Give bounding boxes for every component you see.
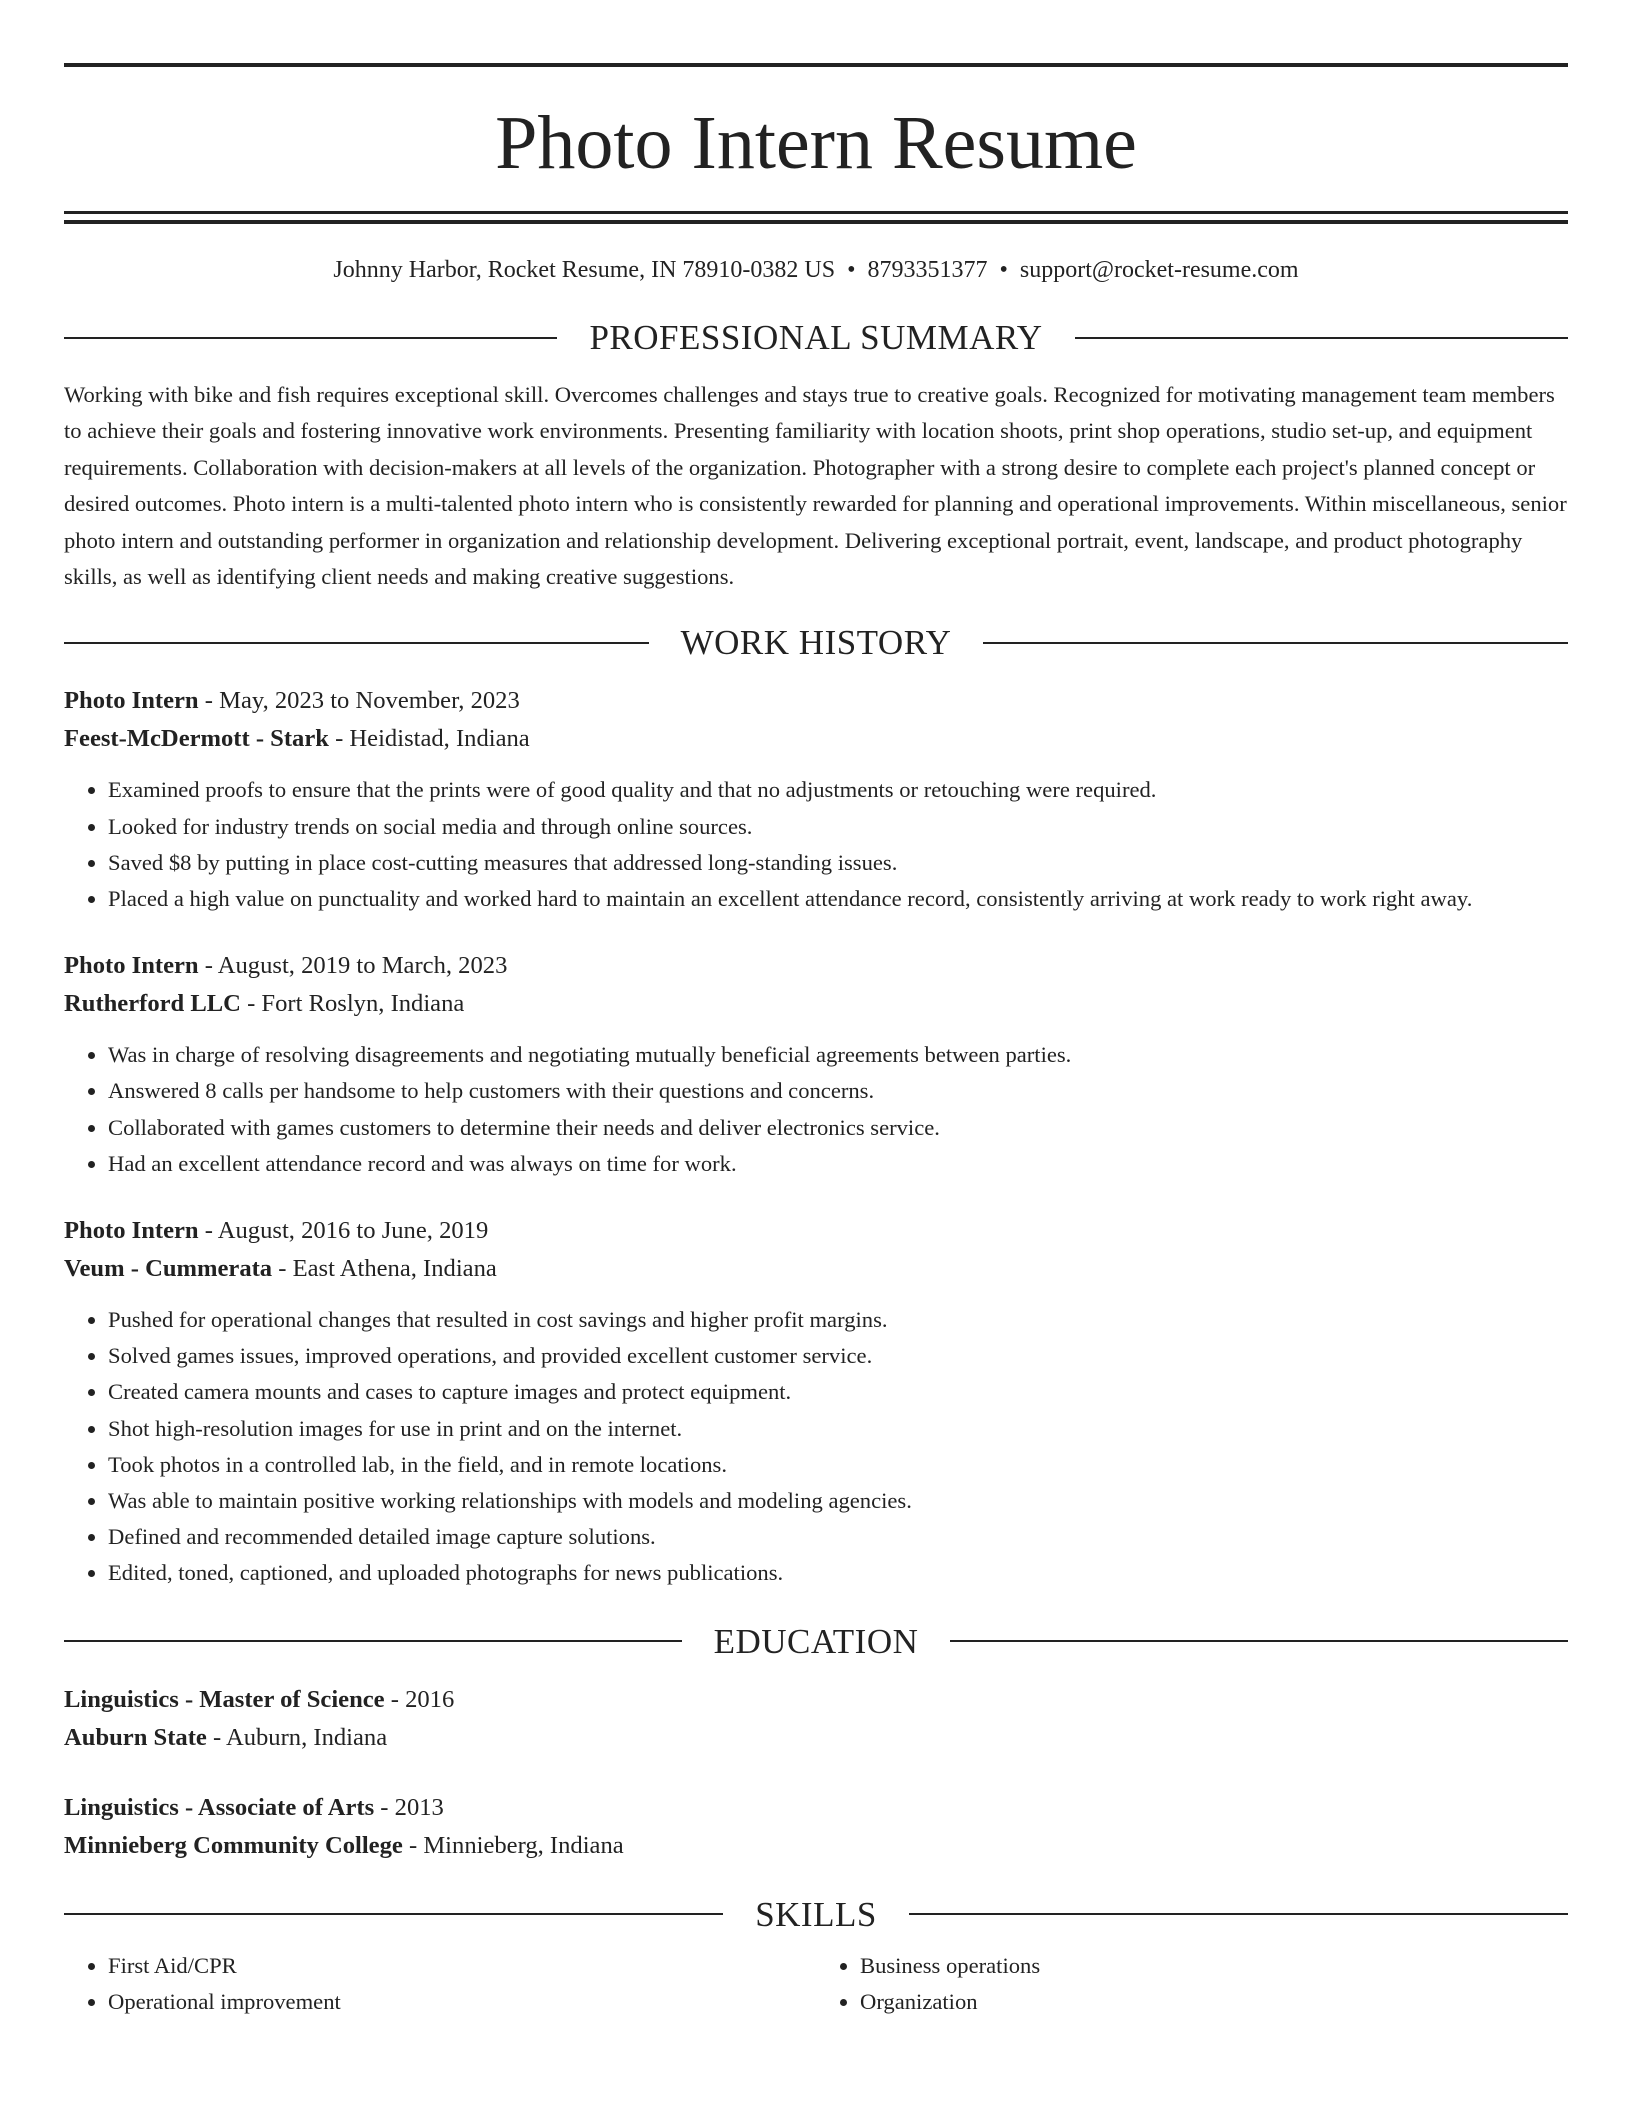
heading-rule — [64, 642, 649, 644]
skills-list — [64, 1948, 1568, 2020]
education-school: Auburn State — [64, 1723, 207, 1751]
contact-phone: 8793351377 — [867, 257, 988, 283]
education-entry — [64, 1789, 1568, 1865]
education-degree-line — [64, 1789, 1568, 1827]
section-title: PROFESSIONAL SUMMARY — [589, 318, 1043, 357]
list-item: • Organization — [860, 1984, 1568, 2020]
job-entry — [64, 947, 1568, 1182]
education-school-line — [64, 1719, 1568, 1757]
section-title: SKILLS — [755, 1894, 877, 1934]
job-title: Photo Intern — [64, 952, 199, 980]
list-item: • Was able to maintain positive working relationships with models and modeling agencies. — [108, 1483, 1568, 1519]
job-location: - East Athena, Indiana — [272, 1255, 497, 1283]
contact-separator: • — [847, 257, 856, 283]
job-dates: - August, 2016 to June, 2019 — [198, 1217, 489, 1245]
contact-line — [64, 258, 1568, 282]
list-item: • Saved $8 by putting in place cost-cutting measures that addressed long-standing issues. — [108, 845, 1568, 881]
section-heading-work-history — [64, 623, 1568, 663]
job-bullets — [64, 1302, 1568, 1592]
education-degree: Linguistics - Associate of Arts — [64, 1793, 375, 1821]
job-title: Photo Intern — [64, 1217, 199, 1245]
section-title: WORK HISTORY — [680, 623, 952, 663]
list-item: • Defined and recommended detailed image capture solutions. — [108, 1519, 1568, 1555]
job-location: - Fort Roslyn, Indiana — [240, 990, 465, 1018]
job-title: Photo Intern — [64, 687, 199, 715]
heading-rule — [64, 1913, 723, 1915]
job-bullets — [64, 772, 1568, 917]
section-heading-skills — [64, 1894, 1568, 1934]
list-item: • Examined proofs to ensure that the prints were of good quality and that no adjustments or retouching were required. — [108, 772, 1568, 808]
job-location: - Heidistad, Indiana — [328, 725, 530, 753]
list-item: • Pushed for operational changes that resulted in cost savings and higher profit margins. — [108, 1302, 1568, 1338]
education-year: - 2016 — [384, 1685, 455, 1713]
job-dates: - May, 2023 to November, 2023 — [198, 687, 520, 715]
list-item: • Answered 8 calls per handsome to help customers with their questions and concerns. — [108, 1073, 1568, 1109]
list-item: • Collaborated with games customers to determine their needs and deliver electronics service. — [108, 1110, 1568, 1146]
skills-column-right — [816, 1948, 1568, 2020]
list-item: • Operational improvement — [108, 1984, 816, 2020]
job-title-line — [64, 1212, 1568, 1250]
job-title-line — [64, 947, 1568, 985]
list-item: • Placed a high value on punctuality and worked hard to maintain an excellent attendance record, consistently arriving at work ready to work right away. — [108, 881, 1568, 917]
education-location: - Minnieberg, Indiana — [402, 1831, 624, 1859]
list-item: • Was in charge of resolving disagreements and negotiating mutually beneficial agreements between parties. — [108, 1037, 1568, 1073]
list-item: • Created camera mounts and cases to capture images and protect equipment. — [108, 1374, 1568, 1410]
job-entry — [64, 1212, 1568, 1592]
contact-email: support@rocket-resume.com — [1019, 257, 1299, 283]
contact-address: Johnny Harbor, Rocket Resume, IN 78910-0382 US — [333, 257, 836, 283]
job-company-line — [64, 720, 1568, 758]
contact-separator: • — [999, 257, 1008, 283]
heading-rule — [64, 337, 557, 339]
job-title-line — [64, 682, 1568, 720]
heading-rule — [909, 1913, 1568, 1915]
skills-column-left — [64, 1948, 816, 2020]
job-company: Rutherford LLC — [64, 990, 241, 1018]
heading-rule — [950, 1640, 1568, 1642]
job-entry — [64, 682, 1568, 917]
heading-rule — [983, 642, 1568, 644]
job-company: Feest-McDermott - Stark — [64, 725, 329, 753]
education-school: Minnieberg Community College — [64, 1831, 403, 1859]
section-heading-summary — [64, 320, 1568, 355]
list-item: • Shot high-resolution images for use in print and on the internet. — [108, 1411, 1568, 1447]
education-location: - Auburn, Indiana — [206, 1723, 388, 1751]
section-heading-education — [64, 1621, 1568, 1661]
list-item: • Solved games issues, improved operations, and provided excellent customer service. — [108, 1338, 1568, 1374]
education-year: - 2013 — [374, 1793, 444, 1821]
job-bullets — [64, 1037, 1568, 1182]
heading-rule — [1075, 337, 1568, 339]
heading-rule — [64, 1640, 682, 1642]
list-item: • Looked for industry trends on social media and through online sources. — [108, 809, 1568, 845]
list-item: • First Aid/CPR — [108, 1948, 816, 1984]
summary-text: Working with bike and fish requires exceptional skill. Overcomes challenges and stays true to creative goals. Recognized for motivating management team members to achieve their goals and fostering innovative work environments. Presenting familiarity with location shoots, print shop operations, studio set-up, and equipment requirements. Collaboration with decision-makers at all levels of the organization. Photographer with a strong desire to complete each project's planned concept or desired outcomes. Photo intern is a multi-talented photo intern who is consistently rewarded for planning and operational improvements. Within miscellaneous, senior photo intern and outstanding performer in organization and relationship development. Delivering exceptional portrait, event, landscape, and product photography skills, as well as identifying client needs and making creative suggestions. — [64, 382, 1567, 590]
section-title: EDUCATION — [713, 1621, 919, 1661]
list-item: • Business operations — [860, 1948, 1568, 1984]
education-school-line — [64, 1827, 1568, 1865]
education-entry — [64, 1681, 1568, 1757]
job-dates: - August, 2019 to March, 2023 — [198, 952, 508, 980]
education-degree: Linguistics - Master of Science — [64, 1685, 385, 1713]
list-item: • Took photos in a controlled lab, in the field, and in remote locations. — [108, 1447, 1568, 1483]
page-title: Photo Intern Resume — [495, 101, 1137, 185]
title-double-rule — [64, 211, 1568, 224]
job-company: Veum - Cummerata — [64, 1255, 273, 1283]
job-company-line — [64, 1250, 1568, 1288]
list-item: • Had an excellent attendance record and was always on time for work. — [108, 1146, 1568, 1182]
education-degree-line — [64, 1681, 1568, 1719]
job-company-line — [64, 985, 1568, 1023]
list-item: • Edited, toned, captioned, and uploaded photographs for news publications. — [108, 1555, 1568, 1591]
